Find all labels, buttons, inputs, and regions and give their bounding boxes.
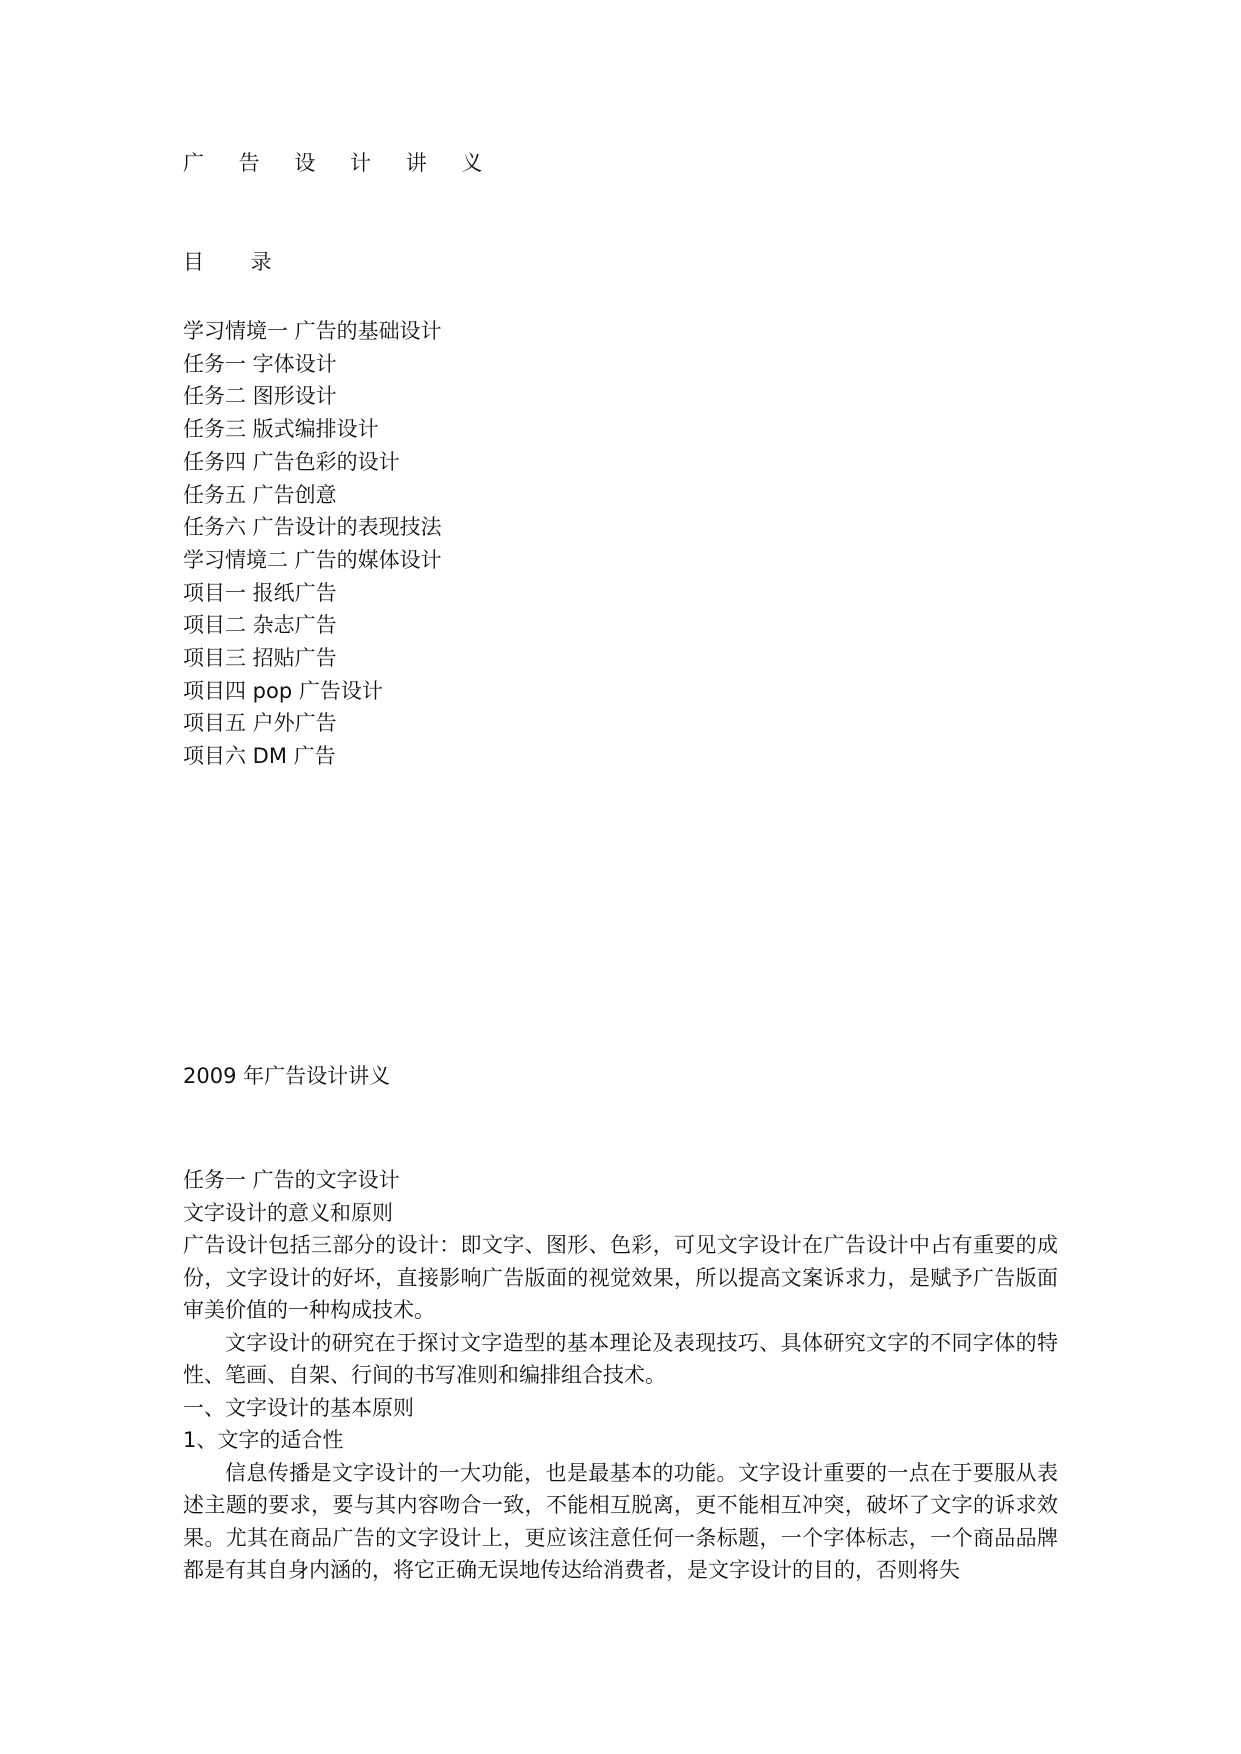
toc-item: 任务六 广告设计的表现技法 bbox=[183, 515, 442, 540]
subpoint-heading: 1、文字的适合性 bbox=[183, 1428, 344, 1452]
toc-item: 学习情境二 广告的媒体设计 bbox=[183, 547, 442, 572]
toc-item: 任务四 广告色彩的设计 bbox=[183, 449, 400, 474]
toc-item: 项目五 户外广告 bbox=[183, 711, 337, 736]
toc-title: 目 录 bbox=[183, 250, 272, 274]
toc-item: 学习情境一 广告的基础设计 bbox=[183, 319, 442, 343]
paragraph: 广告设计包括三部分的设计：即文字、图形、色彩，可见文字设计在广告设计中占有重要的成份，文字设计的好坏，直接影响广告版面的视觉效果，所以提高文案诉求力，是赋予广告版面审美价值的一种构成技术。 bbox=[183, 1233, 1058, 1322]
toc-item: 项目一 报纸广告 bbox=[183, 580, 337, 605]
toc-item: 项目三 招贴广告 bbox=[183, 646, 337, 671]
toc-item: 项目四 pop 广告设计 bbox=[183, 678, 383, 703]
toc-item: 任务五 广告创意 bbox=[183, 482, 337, 507]
main-text-block bbox=[183, 1164, 1058, 1587]
paragraph: 信息传播是文字设计的一大功能，也是最基本的功能。文字设计重要的一点在于要服从表述主题的要求，要与其内容吻合一致，不能相互脱离，更不能相互冲突，破坏了文字的诉求效果。尤其在商品广告的文字设计上，更应该注意任何一条标题，一个字体标志，一个商品品牌都是有其自身内涵的，将它正确无误地传达给消费者，是文字设计的目的，否则将失 bbox=[183, 1460, 1058, 1582]
toc-item: 任务一 字体设计 bbox=[183, 351, 337, 376]
toc-item: 项目二 杂志广告 bbox=[183, 613, 337, 638]
year-title: 2009 年广告设计讲义 bbox=[183, 1064, 391, 1088]
toc-item: 任务三 版式编排设计 bbox=[183, 417, 379, 442]
toc-list bbox=[183, 315, 442, 773]
point-heading: 一、文字设计的基本原则 bbox=[183, 1395, 414, 1420]
document-title: 广 告 设 计 讲 义 bbox=[183, 151, 497, 175]
toc-item: 任务二 图形设计 bbox=[183, 384, 337, 409]
paragraph: 文字设计的研究在于探讨文字造型的基本理论及表现技巧、具体研究文字的不同字体的特性、笔画、自架、行间的书写准则和编排组合技术。 bbox=[183, 1330, 1058, 1387]
subheading: 文字设计的意义和原则 bbox=[183, 1200, 393, 1225]
toc-item: 项目六 DM 广告 bbox=[183, 744, 336, 769]
section-heading: 任务一 广告的文字设计 bbox=[183, 1168, 400, 1192]
